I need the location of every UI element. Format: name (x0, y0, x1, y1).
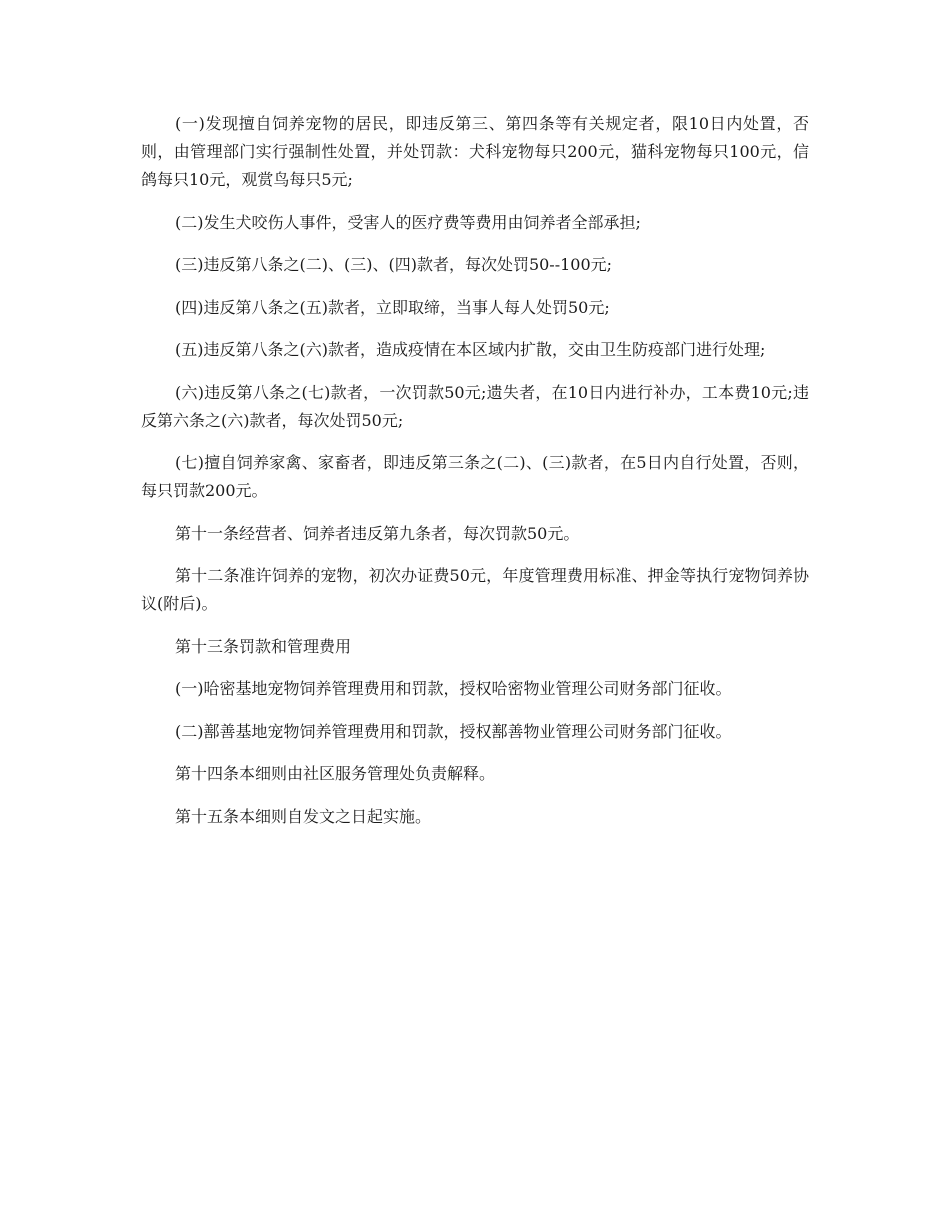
paragraph-penalty-3: (三)违反第八条之(二)、(三)、(四)款者，每次处罚50--100元; (175, 255, 613, 274)
paragraph-article-11: 第十一条经营者、饲养者违反第九条者，每次罚款50元。 (175, 523, 580, 543)
paragraph-penalty-7: (七)擅自饲养家禽、家畜者，即违反第三条之(二)、(三)款者，在5日内自行处置，否则，每只罚款200元。 (141, 453, 809, 500)
paragraph-penalty-6: (六)违反第八条之(七)款者，一次罚款50元;遗失者，在10日内进行补办，工本费10元;违反第六条之(六)款者，每次处罚50元; (141, 382, 809, 430)
paragraph-article-12: 第十二条准许饲养的宠物，初次办证费50元，年度管理费用标准、押金等执行宠物饲养协议(附后)。 (141, 566, 809, 613)
paragraph-penalty-2: (二)发生犬咬伤人事件，受害人的医疗费等费用由饲养者全部承担; (175, 212, 641, 232)
paragraph-article-14: 第十四条本细则由社区服务管理处负责解释。 (175, 764, 496, 783)
paragraph-penalty-1: (一)发现擅自饲养宠物的居民，即违反第三、第四条等有关规定者，限10日内处置，否则，由管理部门实行强制性处置，并处罚款：犬科宠物每只200元，猫科宠物每只100元，信鸽每只10元，观赏鸟每只5元; (141, 114, 809, 189)
paragraph-penalty-4: (四)违反第八条之(五)款者，立即取缔，当事人每人处罚50元; (175, 297, 610, 317)
paragraph-article-13-item-2: (二)鄯善基地宠物饲养管理费用和罚款，授权鄯善物业管理公司财务部门征收。 (175, 721, 732, 741)
paragraph-article-15: 第十五条本细则自发文之日起实施。 (175, 806, 432, 826)
paragraph-article-13: 第十三条罚款和管理费用 (175, 636, 352, 656)
document-body (141, 110, 809, 845)
paragraph-article-13-item-1: (一)哈密基地宠物饲养管理费用和罚款，授权哈密物业管理公司财务部门征收。 (175, 679, 732, 698)
paragraph-penalty-5: (五)违反第八条之(六)款者，造成疫情在本区域内扩散，交由卫生防疫部门进行处理; (175, 340, 766, 359)
